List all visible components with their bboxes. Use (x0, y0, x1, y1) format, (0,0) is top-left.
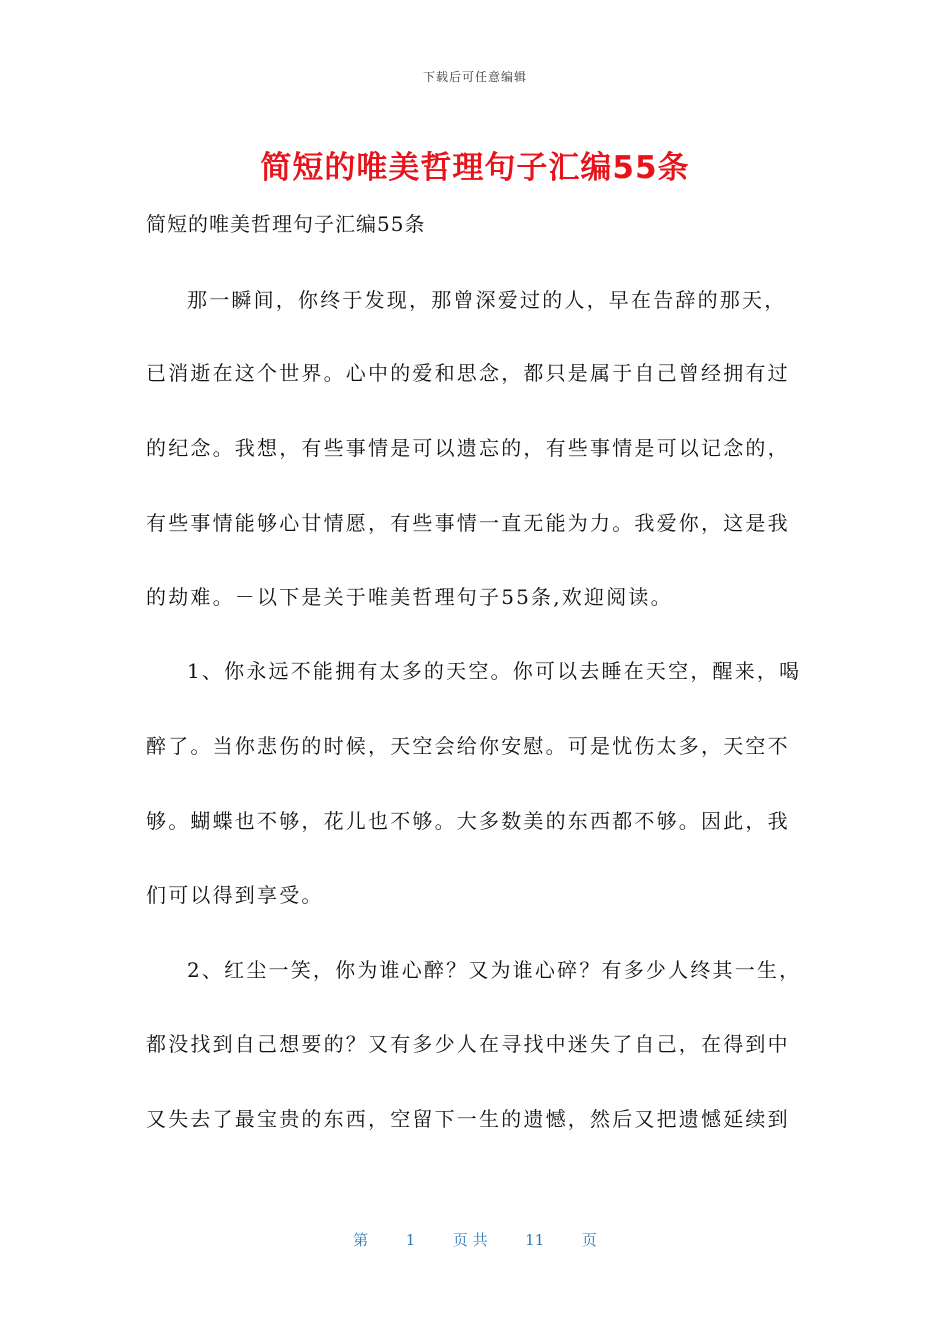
footer-total-pages: 11 (525, 1231, 545, 1249)
header-note: 下载后可任意编辑 (422, 70, 527, 84)
document-subtitle: 简短的唯美哲理句子汇编55条 (146, 212, 426, 236)
page-footer (0, 1229, 950, 1250)
footer-page-number: 1 (405, 1231, 416, 1249)
paragraph-line: 已消逝在这个世界。心中的爱和思念，都只是属于自己曾经拥有过 (146, 361, 790, 385)
paragraph-line: 都没找到自己想要的？又有多少人在寻找中迷失了自己，在得到中 (146, 1032, 790, 1056)
paragraph-line: 2、红尘一笑，你为谁心醉？又为谁心碎？有多少人终其一生， (187, 958, 802, 982)
paragraph-line: 又失去了最宝贵的东西，空留下一生的遗憾，然后又把遗憾延续到 (146, 1107, 790, 1131)
paragraph-line: 们可以得到享受。 (146, 883, 324, 907)
paragraph-line: 够。蝴蝶也不够，花儿也不够。大多数美的东西都不够。因此，我 (146, 809, 790, 833)
paragraph-line: 有些事情能够心甘情愿，有些事情一直无能为力。我爱你，这是我 (146, 511, 790, 535)
paragraph-line: 醉了。当你悲伤的时候，天空会给你安慰。可是忧伤太多，天空不 (146, 734, 790, 758)
document-title: 简短的唯美哲理句子汇编55条 (260, 150, 690, 186)
paragraph-line: 的劫难。－以下是关于唯美哲理句子55条,欢迎阅读。 (146, 585, 673, 609)
paragraph-line: 1、你永远不能拥有太多的天空。你可以去睡在天空，醒来，喝 (187, 659, 802, 683)
footer-di: 第 (353, 1231, 369, 1249)
paragraph-line: 的纪念。我想，有些事情是可以遗忘的，有些事情是可以记念的， (146, 436, 790, 460)
footer-ye-gong: 页 共 (452, 1231, 488, 1249)
footer-ye: 页 (581, 1231, 597, 1249)
paragraph-line: 那一瞬间，你终于发现，那曾深爱过的人，早在告辞的那天， (187, 288, 787, 312)
